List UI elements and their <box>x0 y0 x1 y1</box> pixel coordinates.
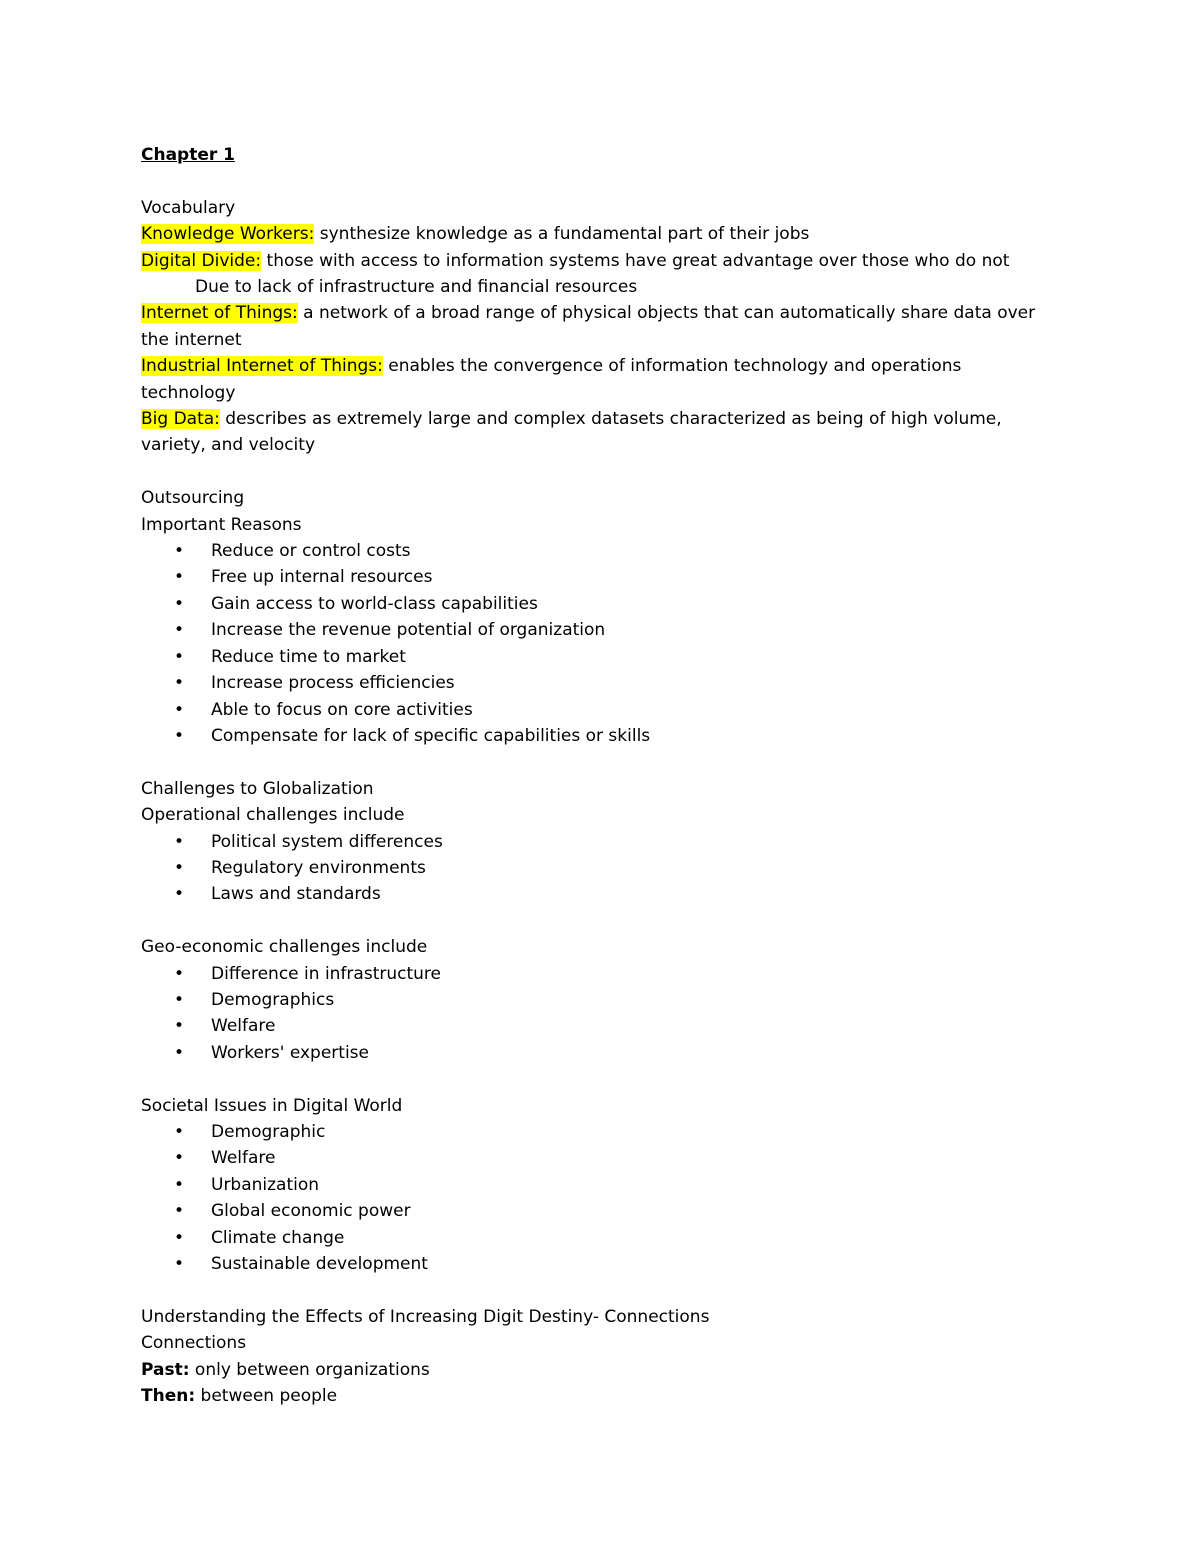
list-item-text: Welfare <box>211 1148 276 1169</box>
term-digital-divide: Digital Divide: <box>141 250 262 271</box>
spacer <box>141 908 1061 934</box>
vocabulary-heading: Vocabulary <box>141 197 236 218</box>
bullet-icon: • <box>174 831 185 852</box>
list-item <box>141 881 1061 907</box>
list-item-text: Demographics <box>211 989 335 1010</box>
bullet-icon: • <box>174 1148 185 1169</box>
bullet-icon: • <box>174 725 185 746</box>
list-item <box>141 987 1061 1013</box>
list-item-text: Welfare <box>211 1016 276 1037</box>
list-item <box>141 961 1061 987</box>
list-item <box>141 564 1061 590</box>
list-item <box>141 697 1061 723</box>
outsourcing-heading: Outsourcing <box>141 488 245 509</box>
bullet-icon: • <box>174 963 185 984</box>
def-big-data: describes as extremely large and complex datasets characterized as being of high volume, variety, and velocity <box>141 409 1002 456</box>
term-big-data: Big Data: <box>141 409 220 430</box>
spacer <box>141 168 1061 194</box>
bullet-icon: • <box>174 1174 185 1195</box>
list-item-text: Compensate for lack of specific capabilities or skills <box>211 725 651 746</box>
list-item-text: Sustainable development <box>211 1253 428 1274</box>
list-item <box>141 723 1061 749</box>
list-item-text: Demographic <box>211 1121 326 1142</box>
spacer <box>141 1066 1061 1092</box>
document-page <box>141 142 1061 1409</box>
vocab-industrial-iot <box>141 353 1061 406</box>
bullet-icon: • <box>174 620 185 641</box>
bullet-icon: • <box>174 673 185 694</box>
def-industrial-iot: enables the convergence of information technology and operations technology <box>141 356 962 403</box>
list-item-text: Difference in infrastructure <box>211 963 441 984</box>
list-item <box>141 538 1061 564</box>
def-digital-divide: those with access to information systems have great advantage over those who do not <box>261 250 1010 271</box>
list-item <box>141 670 1061 696</box>
def-internet-of-things: a network of a broad range of physical objects that can automatically share data over the internet <box>141 303 1036 350</box>
list-item-text: Regulatory environments <box>211 857 426 878</box>
list-item <box>141 1013 1061 1039</box>
vocab-digital-divide <box>141 248 1061 274</box>
list-item <box>141 1198 1061 1224</box>
list-item-text: Free up internal resources <box>211 567 433 588</box>
bullet-icon: • <box>174 699 185 720</box>
list-item <box>141 855 1061 881</box>
list-item <box>141 829 1061 855</box>
bullet-icon: • <box>174 1121 185 1142</box>
bullet-icon: • <box>174 567 185 588</box>
bullet-icon: • <box>174 989 185 1010</box>
outsourcing-subheading: Important Reasons <box>141 514 302 535</box>
effects-past <box>141 1357 1061 1383</box>
bullet-icon: • <box>174 541 185 562</box>
bullet-icon: • <box>174 857 185 878</box>
bullet-icon: • <box>174 1227 185 1248</box>
list-item-text: Increase the revenue potential of organization <box>211 620 606 641</box>
term-industrial-iot: Industrial Internet of Things: <box>141 356 383 377</box>
list-item-text: Reduce time to market <box>211 646 406 667</box>
bullet-icon: • <box>174 884 185 905</box>
list-item-text: Reduce or control costs <box>211 541 411 562</box>
vocab-digital-divide-sub: Due to lack of infrastructure and financial resources <box>195 277 638 298</box>
bullet-icon: • <box>174 1042 185 1063</box>
bullet-icon: • <box>174 1016 185 1037</box>
list-item <box>141 644 1061 670</box>
bullet-icon: • <box>174 1253 185 1274</box>
term-past: Past: <box>141 1359 190 1380</box>
list-item-text: Urbanization <box>211 1174 320 1195</box>
effects-then <box>141 1383 1061 1409</box>
list-item <box>141 1040 1061 1066</box>
globalization-list <box>141 829 1061 908</box>
effects-heading: Understanding the Effects of Increasing Digit Destiny- Connections <box>141 1306 710 1327</box>
spacer <box>141 749 1061 775</box>
societal-heading: Societal Issues in Digital World <box>141 1095 403 1116</box>
effects-subheading: Connections <box>141 1333 247 1354</box>
list-item <box>141 1172 1061 1198</box>
list-item <box>141 1145 1061 1171</box>
list-item-text: Workers' expertise <box>211 1042 369 1063</box>
bullet-icon: • <box>174 593 185 614</box>
term-then: Then: <box>141 1386 196 1406</box>
term-knowledge-workers: Knowledge Workers: <box>141 224 315 245</box>
list-item <box>141 591 1061 617</box>
list-item-text: Global economic power <box>211 1201 411 1222</box>
bullet-icon: • <box>174 1201 185 1222</box>
outsourcing-list <box>141 538 1061 749</box>
vocab-internet-of-things <box>141 300 1061 353</box>
def-then: between people <box>195 1386 338 1406</box>
def-knowledge-workers: synthesize knowledge as a fundamental part of their jobs <box>314 224 810 245</box>
geo-economic-heading: Geo-economic challenges include <box>141 937 428 958</box>
list-item-text: Gain access to world-class capabilities <box>211 593 538 614</box>
list-item <box>141 617 1061 643</box>
chapter-title: Chapter 1 <box>141 145 236 165</box>
spacer <box>141 1277 1061 1303</box>
list-item-text: Able to focus on core activities <box>211 699 473 720</box>
bullet-icon: • <box>174 646 185 667</box>
list-item-text: Climate change <box>211 1227 345 1248</box>
geo-economic-list <box>141 961 1061 1067</box>
list-item-text: Laws and standards <box>211 884 381 905</box>
list-item <box>141 1225 1061 1251</box>
term-internet-of-things: Internet of Things: <box>141 303 298 324</box>
list-item <box>141 1251 1061 1277</box>
societal-list <box>141 1119 1061 1277</box>
def-past: only between organizations <box>189 1359 430 1380</box>
list-item <box>141 1119 1061 1145</box>
spacer <box>141 459 1061 485</box>
globalization-subheading: Operational challenges include <box>141 805 405 826</box>
globalization-heading: Challenges to Globalization <box>141 778 374 799</box>
list-item-text: Political system differences <box>211 831 443 852</box>
vocab-knowledge-workers <box>141 221 1061 247</box>
vocab-big-data <box>141 406 1061 459</box>
list-item-text: Increase process efficiencies <box>211 673 455 694</box>
